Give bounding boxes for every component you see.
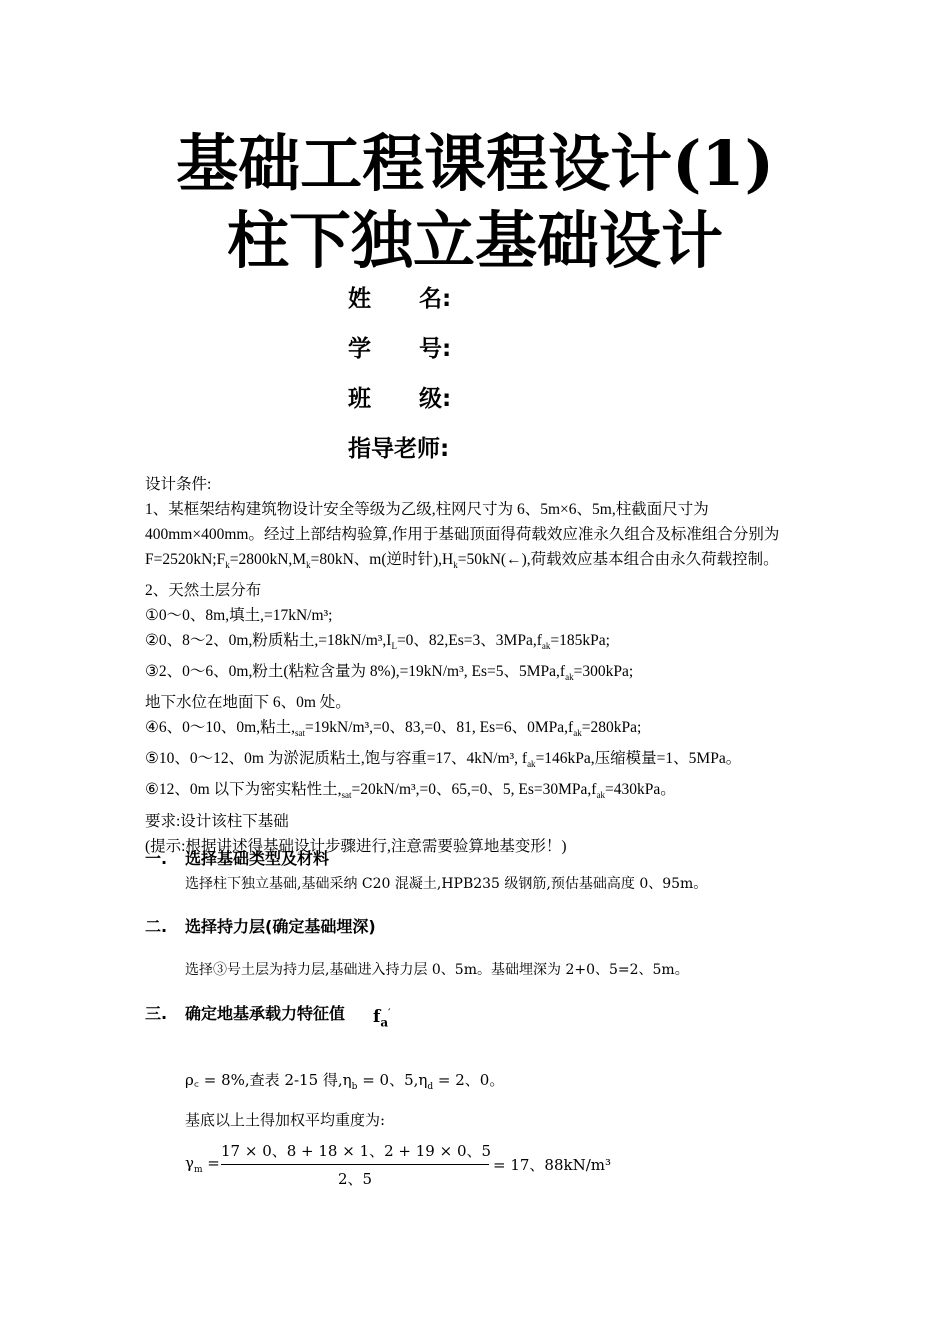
soil-layer-1: ①0～0、8m,填土,=17kN/m³;	[145, 607, 333, 625]
formula-lhs: $\gamma_m$ =	[185, 1154, 220, 1175]
soil-layer-5: ⑤10、0～12、0m 为淤泥质粘土,饱与容重=17、4kN/m³, $f_{ak}=146kPa$,压缩模量=1、5MPa。	[145, 750, 742, 770]
design-requirement: 要求:设计该柱下基础	[145, 812, 289, 830]
formula-numerator: 17 × 0、8 + 18 × 1、2 + 19 × 0、5	[221, 1142, 492, 1160]
fraction-bar	[221, 1164, 489, 1165]
document-title-line1: 基础工程课程设计(1)	[176, 127, 774, 200]
name-field-label: 姓 名:	[348, 286, 452, 312]
calc-line-1: ρ꜀ = 8%,查表 2-15 得$,\eta_b = 0$、$5,\eta_d = 2$、0。	[185, 1071, 505, 1092]
design-hint: (提示:根据讲述得基础设计步骤进行,注意需要验算地基变形！)	[145, 837, 567, 855]
document-title-line2: 柱下独立基础设计	[226, 204, 723, 277]
section-2-heading: 二. 选择持力层(确定基础埋深)	[145, 917, 376, 936]
condition-item-2: 2、天然土层分布	[145, 582, 262, 600]
section-1-text: 选择柱下独立基础,基础采纳 C20 混凝土,HPB235 级钢筋,预估基础高度 0、95m。	[185, 876, 708, 892]
condition-item-1: 1、某框架结构建筑物设计安全等级为乙级,柱网尺寸为 6、5m×6、5m,柱截面尺寸为 400mm×400mm。经过上部结构验算,作用于基础顶面得荷载效应准永久组合及标准组合分别为 $F=2520kN;F_k=2800kN,M_k=80kN$、m(逆时针)$,H_k=50kN(\leftarrow)$,荷载效应基本组合由永久荷载控制。	[145, 501, 780, 571]
section-1-heading: 一. 选择基础类型及材料	[145, 849, 330, 868]
soil-layer-4: ④6、0～10、0m,粘土$,_{sat}=19kN/m^3,=0$、83,=0、81, Es=6、$0MPa,f_{ak}=280kPa$;	[145, 719, 642, 739]
section-2-text: 选择③号土层为持力层,基础进入持力层 0、5m。基础埋深为 2+0、5=2、5m。	[185, 962, 689, 978]
groundwater-level: 地下水位在地面下 6、0m 处。	[145, 694, 351, 712]
formula-rhs: = 17、88kN/m³	[493, 1156, 612, 1174]
student-id-field-label: 学 号:	[348, 336, 452, 362]
formula-denominator: 2、5	[337, 1170, 373, 1188]
design-conditions	[145, 472, 810, 859]
fa-symbol: $f_a'$	[373, 1007, 391, 1030]
soil-layer-3: ③2、0～6、0m,粉土(粘粒含量为 8%),=19kN/m³, Es=5、$5MPa,f_{ak}=300kPa$;	[145, 663, 634, 683]
class-field-label: 班 级:	[348, 386, 452, 412]
advisor-field-label: 指导老师:	[348, 436, 450, 462]
section-3-heading: 三. 确定地基承载力特征值	[145, 1004, 346, 1023]
conditions-heading: 设计条件:	[145, 476, 212, 493]
soil-layer-6: ⑥12、0m 以下为密实粘性土$,_{sat}=20kN/m^3,=0$、65,=0、5, $Es=30MPa,f_{ak}=430kPa$。	[145, 781, 676, 801]
calc-line-2: 基底以上土得加权平均重度为:	[185, 1111, 386, 1129]
soil-layer-2: ②0、8～2、0m,粉质粘土$,=18kN/m^3,I_L=0$、82,Es=3、$3MPa,f_{ak}=185kPa$;	[145, 632, 610, 652]
